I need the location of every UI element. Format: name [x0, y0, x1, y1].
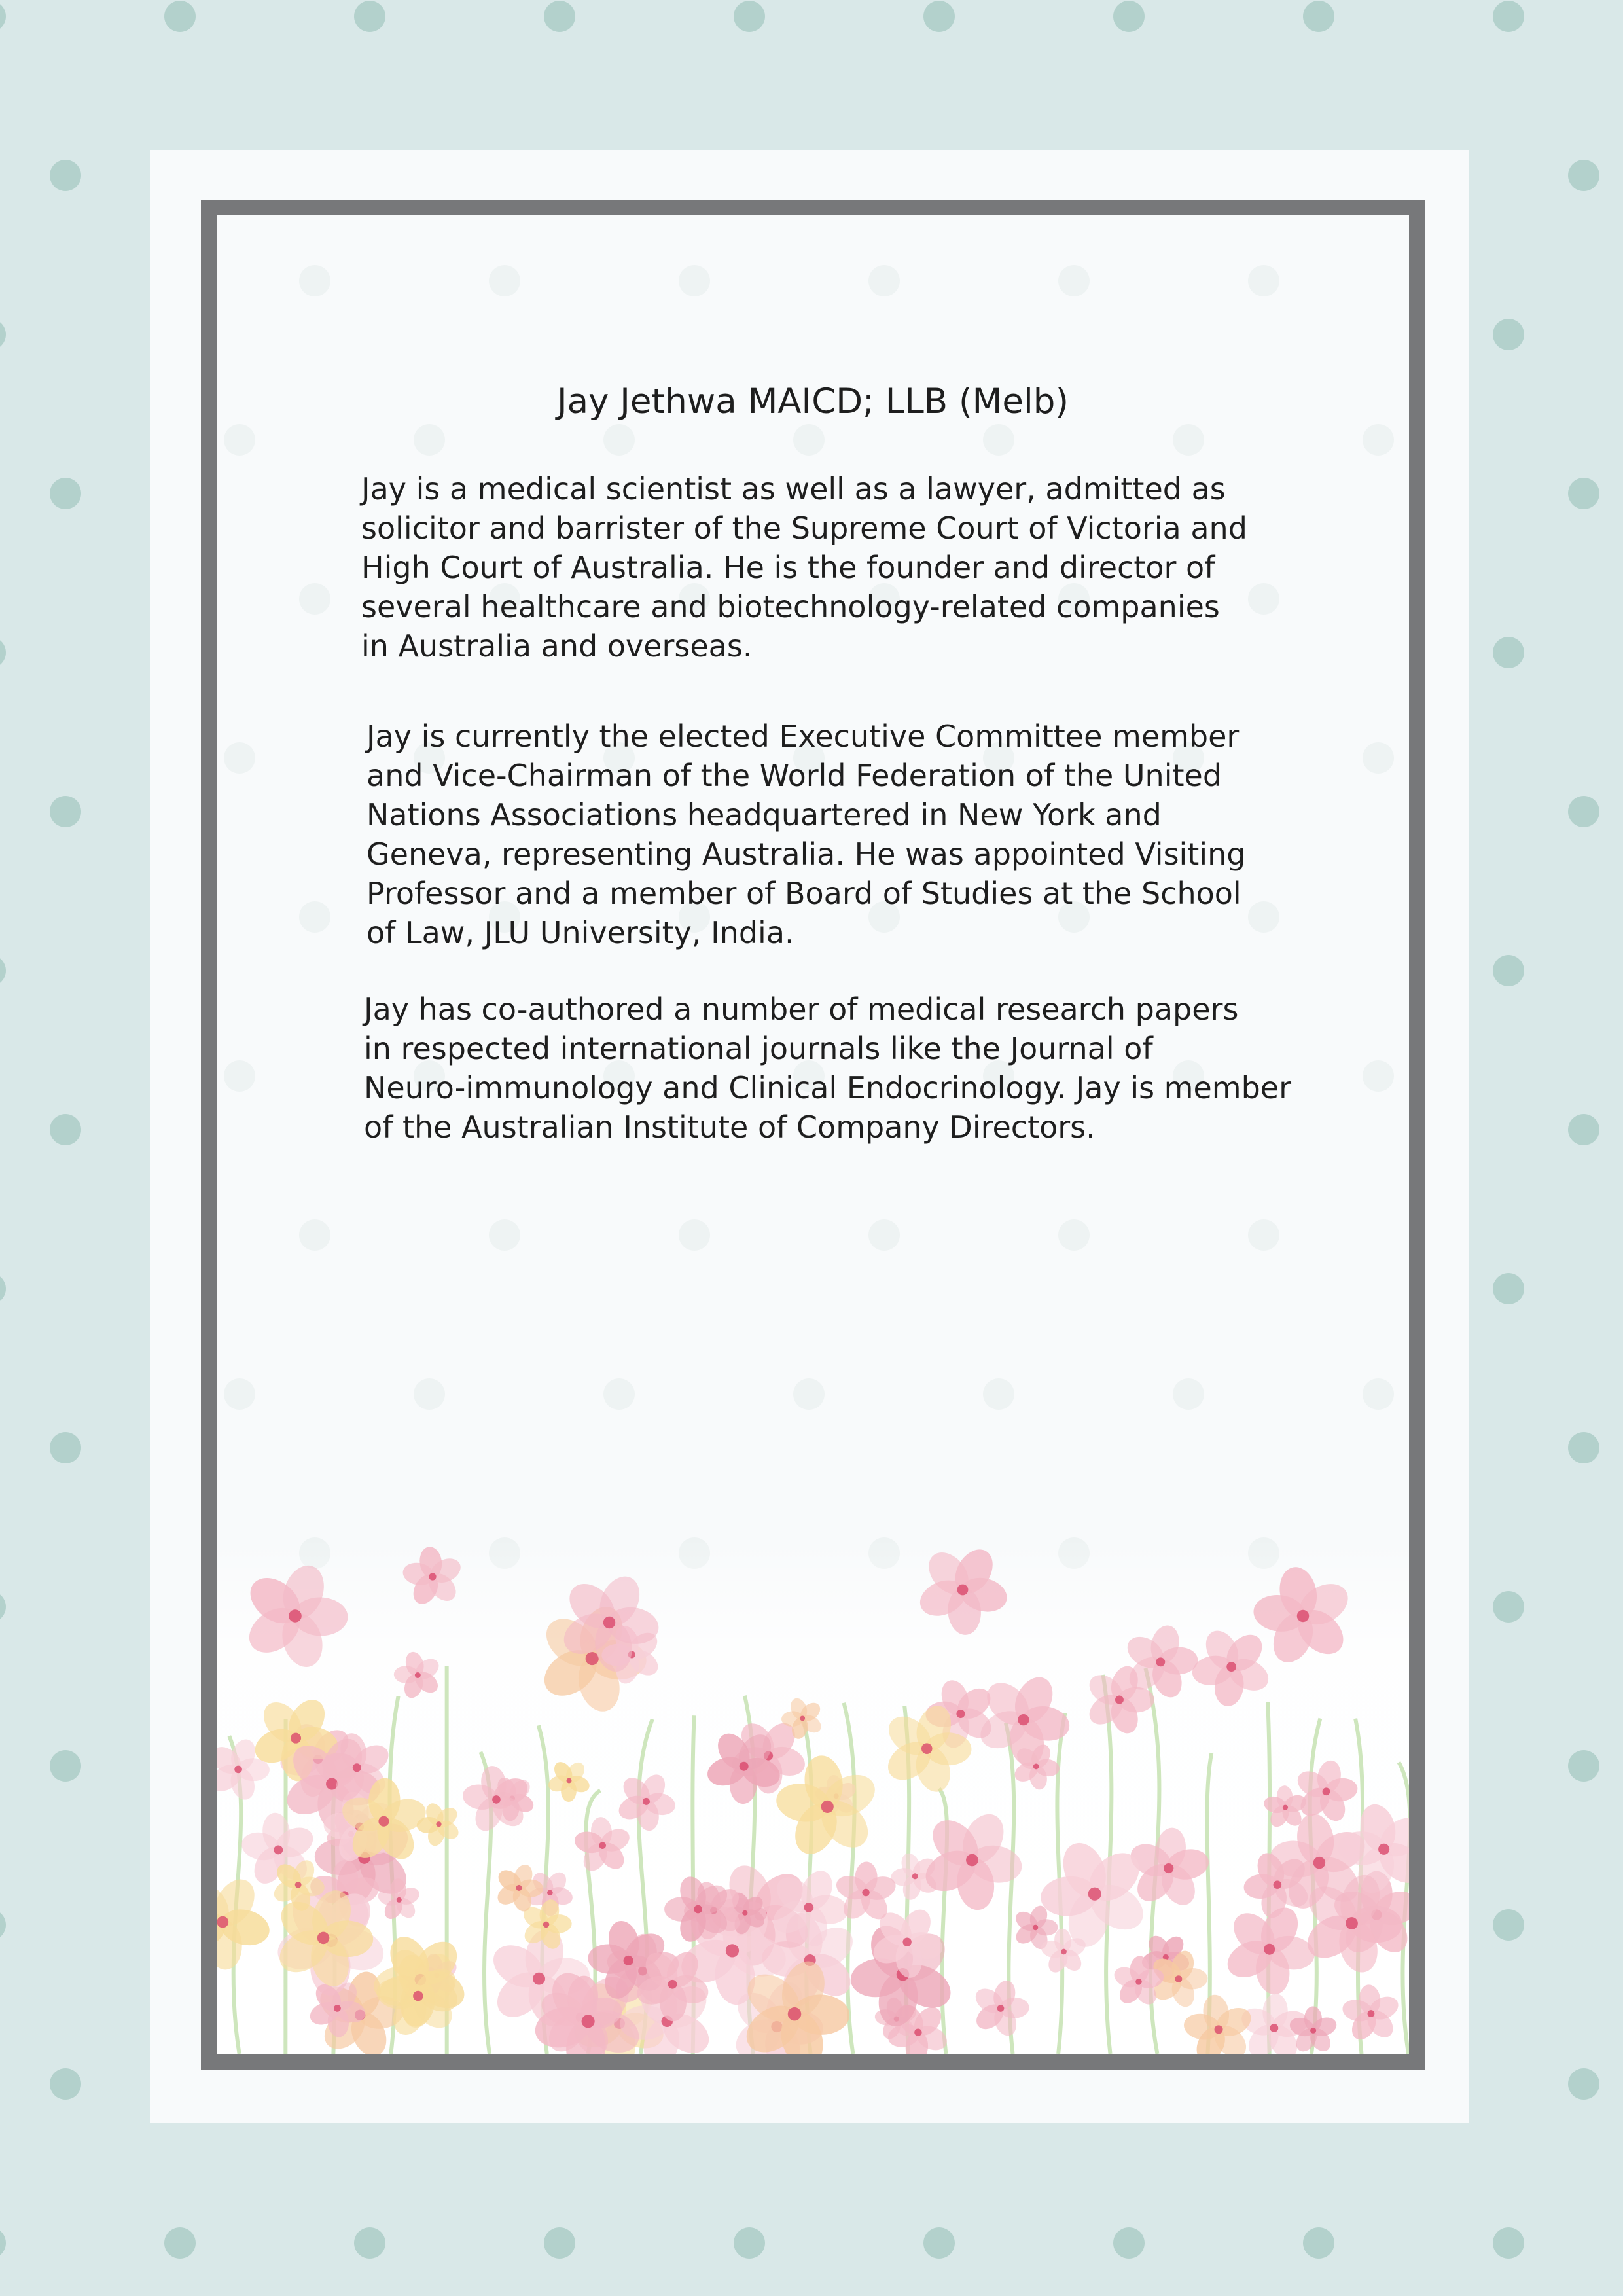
background-dot [1493, 637, 1524, 668]
faint-dot [1248, 1219, 1279, 1251]
watercolor-flowers-illustration [217, 1537, 1409, 2054]
faint-dot [414, 1378, 445, 1410]
paragraph-line: Nations Associations headquartered in New York and [366, 797, 1162, 833]
faint-dot [1173, 1378, 1204, 1410]
background-dot [0, 1, 6, 32]
background-dot [0, 2227, 6, 2259]
background-dot [1493, 319, 1524, 350]
background-dot [0, 1909, 6, 1941]
faint-dot [793, 424, 825, 456]
background-dot [1568, 160, 1599, 191]
faint-dot [679, 1219, 710, 1251]
paragraph-line: Geneva, representing Australia. He was appointed Visiting [366, 836, 1246, 872]
background-dot [0, 319, 6, 350]
faint-dot [489, 1219, 520, 1251]
faint-dot [983, 1378, 1014, 1410]
background-dot [544, 2227, 575, 2259]
background-dot [50, 1432, 81, 1463]
background-dot [0, 955, 6, 986]
background-dot [164, 1, 196, 32]
background-dot [50, 160, 81, 191]
background-dot [50, 2068, 81, 2100]
paragraph-line: Professor and a member of Board of Studies at the School [366, 876, 1241, 911]
background-dot [1568, 1114, 1599, 1145]
faint-dot [224, 1060, 255, 1092]
faint-dot [1058, 265, 1090, 296]
background-dot [354, 1, 385, 32]
faint-dot [224, 424, 255, 456]
paragraph-line: Jay has co-authored a number of medical research papers [364, 992, 1239, 1027]
faint-dot [679, 265, 710, 296]
background-dot [1493, 1909, 1524, 1941]
faint-dot [1173, 424, 1204, 456]
background-dot [1493, 2227, 1524, 2259]
faint-dot [299, 1219, 330, 1251]
faint-dot [489, 265, 520, 296]
faint-dot [1248, 901, 1279, 933]
faint-dot [1058, 1219, 1090, 1251]
faint-dot [299, 583, 330, 615]
paragraph-line: in Australia and overseas. [361, 628, 753, 664]
background-dot [1493, 1, 1524, 32]
faint-dot [299, 265, 330, 296]
background-dot [1113, 1, 1145, 32]
faint-dot [1363, 742, 1394, 774]
faint-dot [1363, 1060, 1394, 1092]
background-dot [1568, 1750, 1599, 1782]
background-dot [923, 1, 955, 32]
background-dot [0, 1273, 6, 1304]
faint-dot [1248, 265, 1279, 296]
background-dot [50, 1750, 81, 1782]
paragraph-line: High Court of Australia. He is the founder and director of [361, 550, 1215, 585]
faint-dot [983, 424, 1014, 456]
background-dot [164, 2227, 196, 2259]
faint-dot [793, 1378, 825, 1410]
faint-dot [299, 901, 330, 933]
paragraph-line: of the Australian Institute of Company Directors. [364, 1109, 1096, 1145]
background-dot [1493, 1273, 1524, 1304]
background-dot [50, 796, 81, 827]
faint-dot [603, 1378, 635, 1410]
background-dot [1493, 1591, 1524, 1623]
background-dot [1303, 1, 1334, 32]
paragraph-line: Jay is a medical scientist as well as a lawyer, admitted as [361, 471, 1226, 507]
background-dot [1568, 796, 1599, 827]
faint-dot [414, 424, 445, 456]
faint-dot [603, 424, 635, 456]
faint-dot [868, 1219, 900, 1251]
paragraph-line: of Law, JLU University, India. [366, 915, 794, 950]
faint-dot [1363, 1378, 1394, 1410]
background-dot [734, 1, 765, 32]
background-dot [50, 478, 81, 509]
background-dot [1493, 955, 1524, 986]
faint-dot [1363, 424, 1394, 456]
content-frame [201, 200, 1425, 2070]
paragraph-line: several healthcare and biotechnology-related companies [361, 589, 1220, 624]
paragraph-line: solicitor and barrister of the Supreme Court of Victoria and [361, 511, 1247, 546]
faint-dot [224, 742, 255, 774]
background-dot [1568, 1432, 1599, 1463]
background-dot [0, 1591, 6, 1623]
background-dot [734, 2227, 765, 2259]
bio-paragraph-1 [361, 469, 1247, 666]
background-dot [1568, 2068, 1599, 2100]
paragraph-line: Neuro-immunology and Clinical Endocrinology. Jay is member [364, 1070, 1292, 1105]
faint-dot [1248, 583, 1279, 615]
paragraph-line: in respected international journals like the Journal of [364, 1031, 1153, 1066]
faint-dot [224, 1378, 255, 1410]
background-dot [1113, 2227, 1145, 2259]
paragraph-line: Jay is currently the elected Executive Committee member [366, 719, 1240, 754]
background-dot [544, 1, 575, 32]
background-dot [354, 2227, 385, 2259]
paragraph-line: and Vice-Chairman of the World Federation of the United [366, 758, 1222, 793]
background-dot [1568, 478, 1599, 509]
faint-dot [868, 265, 900, 296]
bio-paragraph-3 [364, 990, 1291, 1147]
background-dot [1303, 2227, 1334, 2259]
background-dot [0, 637, 6, 668]
bio-paragraph-2 [366, 717, 1245, 952]
background-dot [50, 1114, 81, 1145]
page-title: Jay Jethwa MAICD; LLB (Melb) [556, 382, 1069, 422]
background-dot [923, 2227, 955, 2259]
